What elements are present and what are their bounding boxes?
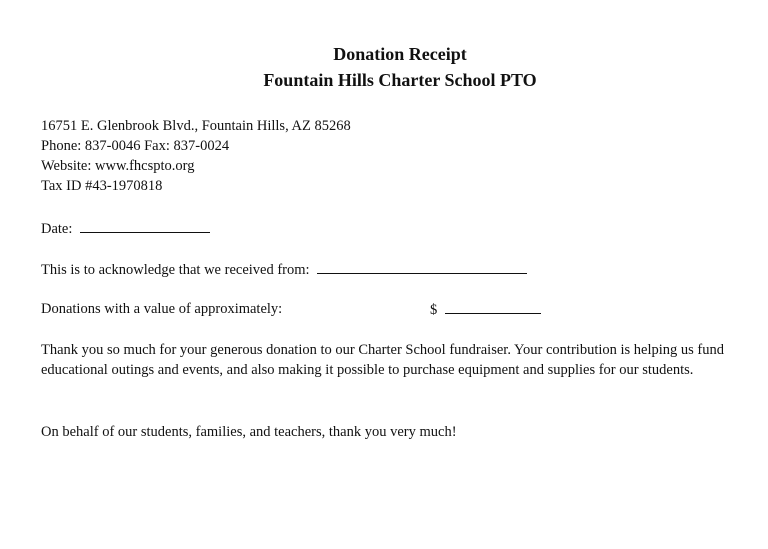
address-line: 16751 E. Glenbrook Blvd., Fountain Hills, AZ 85268 — [41, 118, 351, 134]
organization-name: Fountain Hills Charter School PTO — [263, 70, 537, 90]
thank-you-paragraph: Thank you so much for your generous donation to our Charter School fundraiser. Your contribution is helping us fund educational outings and events, and also making it possible to purchase equipment and supplies for our students. — [41, 342, 725, 378]
date-row — [41, 220, 210, 238]
website-line: Website: www.fhcspto.org — [41, 158, 195, 174]
amount-field — [430, 301, 541, 319]
donation-value-label: Donations with a value of approximately: — [41, 301, 283, 317]
received-from-row — [41, 261, 527, 279]
amount-blank[interactable] — [445, 301, 541, 314]
received-from-blank[interactable] — [317, 261, 527, 274]
tax-id-line: Tax ID #43-1970818 — [41, 178, 163, 194]
received-from-label: This is to acknowledge that we received from: — [41, 262, 310, 278]
currency-symbol: $ — [430, 302, 438, 318]
date-label: Date: — [41, 221, 73, 237]
donation-value-row — [41, 301, 282, 318]
phone-fax-line: Phone: 837-0046 Fax: 837-0024 — [41, 138, 230, 154]
closing-line: On behalf of our students, families, and teachers, thank you very much! — [41, 424, 457, 440]
receipt-title: Donation Receipt — [333, 44, 467, 64]
date-blank[interactable] — [80, 220, 210, 233]
